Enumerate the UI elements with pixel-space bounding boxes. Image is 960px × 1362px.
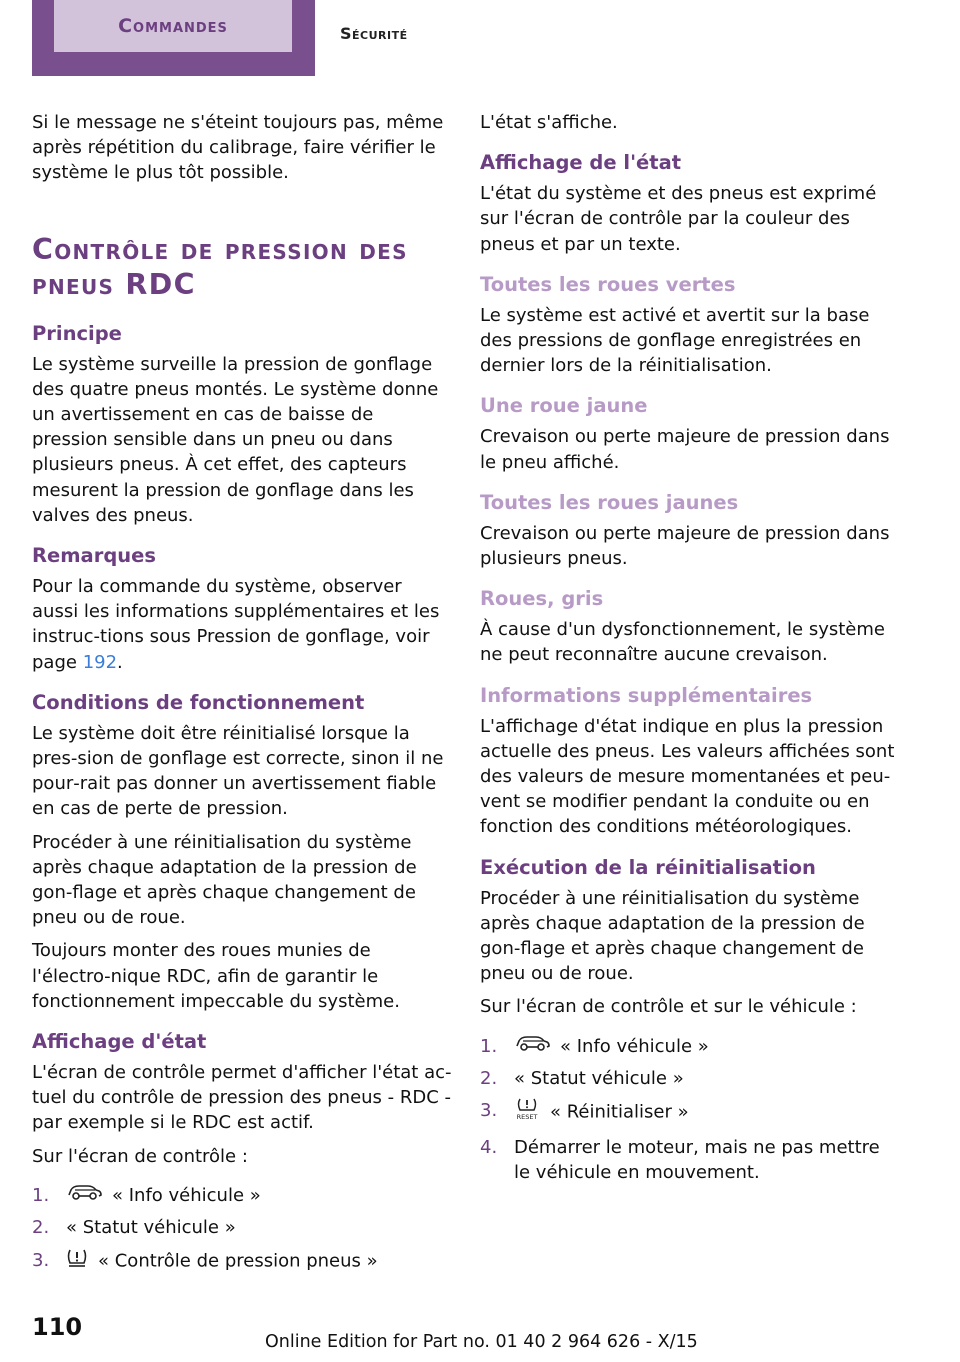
step-text: « Contrôle de pression pneus » [98,1250,378,1272]
step-number: 1. [32,1184,50,1206]
page-title: Contrôle de pression des pneus RDC [32,232,408,301]
heading-jaunes: Toutes les roues jaunes [480,490,739,514]
intro-paragraph: Si le message ne s'éteint toujours pas, même après répétition du calibrage, faire vérifier le système le plus tôt possible. [32,112,444,184]
step-number: 1. [480,1035,498,1057]
footer-edition: Online Edition for Part no. 01 40 2 964 626 - X/15 [265,1332,698,1352]
heading-execution: Exécution de la réinitialisation [480,855,816,879]
list-item [32,1183,452,1209]
car-icon [66,1183,102,1208]
car-icon [514,1034,550,1059]
paragraph-conditions-1: Le système doit être réinitialisé lorsque la pres‐sion de gonflage est correcte, sinon il ne pour‐rait pas donner un avertissement fiable en cas de perte de pression. [32,722,444,820]
heading-infos: Informations supplémentaires [480,683,813,707]
heading-remarques: Remarques [32,544,157,568]
paragraph-vertes: Le système est activé et avertit sur la base des pressions de gonflage enregistrées en dernier lors de la réinitialisation. [480,304,870,377]
list-item [480,1034,900,1060]
steps-list-right [480,1034,900,1185]
heading-affichage: Affichage d'état [32,1030,207,1054]
paragraph-infos: L'affichage d'état indique en plus la pression actuelle des pneus. Les valeurs affichées sont des valeurs de mesure momentanées et peu‐vent se modifier pendant la conduite ou en fonction des conditions météorologiques. [480,715,895,838]
paragraph-jaune: Crevaison ou perte majeure de pression dans le pneu affiché. [480,426,890,473]
page-number: 110 [32,1313,83,1341]
paragraph-conditions-3: Toujours monter des roues munies de l'électro‐nique RDC, afin de garantir le fonctionnement impeccable du système. [32,940,400,1012]
step-text: « Statut véhicule » [514,1068,684,1090]
section-label: Sécurité [340,24,408,43]
remarques-text: Pour la commande du système, observer aussi les informations supplémentaires et les instruc‐tions sous Pression de gonflage, voir page [32,576,440,673]
list-item [480,1066,900,1091]
heading-jaune: Une roue jaune [480,394,648,418]
step-number: 3. [32,1249,50,1271]
heading-gris: Roues, gris [480,587,604,611]
tire-pressure-icon [66,1248,88,1275]
step-text: « Réinitialiser » [550,1102,689,1124]
list-item [480,1135,900,1185]
heading-conditions: Conditions de fonctionnement [32,690,365,714]
list-item [480,1098,900,1127]
remarques-end: . [117,651,123,673]
paragraph-gris: À cause d'un dysfonctionnement, le système ne peut reconnaître aucune crevaison. [480,619,885,666]
paragraph-jaunes: Crevaison ou perte majeure de pression dans plusieurs pneus. [480,522,890,570]
heading-affichage-etat: Affichage de l'état [480,151,682,175]
page-link-192[interactable]: 192 [82,651,118,673]
paragraph-affichage-1: L'écran de contrôle permet d'afficher l'état ac‐tuel du contrôle de pression des pneus - RDC - par exemple si le RDC est actif. [32,1062,452,1134]
list-item [32,1248,452,1275]
paragraph-execution-1: Procéder à une réinitialisation du système après chaque adaptation de la pression de gon‐flage et après chaque changement de pneu ou de roue. [480,887,865,985]
steps-list-left [32,1183,452,1275]
heading-principe: Principe [32,321,122,345]
step-text: « Statut véhicule » [66,1217,236,1239]
step-number: 4. [480,1136,498,1158]
chapter-tab: Commandes [54,0,292,52]
paragraph-affichage-etat: L'état du système et des pneus est exprimé sur l'écran de contrôle par la couleur des pneus et par un texte. [480,183,877,255]
list-item [32,1215,452,1240]
heading-vertes: Toutes les roues vertes [480,272,736,296]
paragraph-etat: L'état s'affiche. [480,112,618,133]
paragraph-remarques [32,574,452,675]
paragraph-principe: Le système surveille la pression de gonflage des quatre pneus montés. Le système donne un avertissement en cas de baisse de pression sensible dans un pneu ou dans plusieurs pneus. À cet effet, des capteurs mesurent la pression de gonflage dans les valves des pneus. [32,353,439,526]
paragraph-execution-2: Sur l'écran de contrôle et sur le véhicule : [480,996,857,1018]
paragraph-affichage-2: Sur l'écran de contrôle : [32,1145,248,1167]
step-number: 3. [480,1100,498,1122]
reset-label: RESET [516,1113,538,1121]
step-text: « Info véhicule » [112,1184,261,1206]
step-text: Démarrer le moteur, mais ne pas mettre le véhicule en mouvement. [514,1136,880,1183]
right-column [480,110,900,1192]
tire-reset-icon [514,1098,540,1127]
step-number: 2. [32,1217,50,1239]
left-column [32,110,452,1282]
step-text: « Info véhicule » [560,1035,709,1057]
paragraph-conditions-2: Procéder à une réinitialisation du système après chaque adaptation de la pression de gon‐flage et après chaque changement de pneu ou de roue. [32,831,417,929]
step-number: 2. [480,1068,498,1090]
